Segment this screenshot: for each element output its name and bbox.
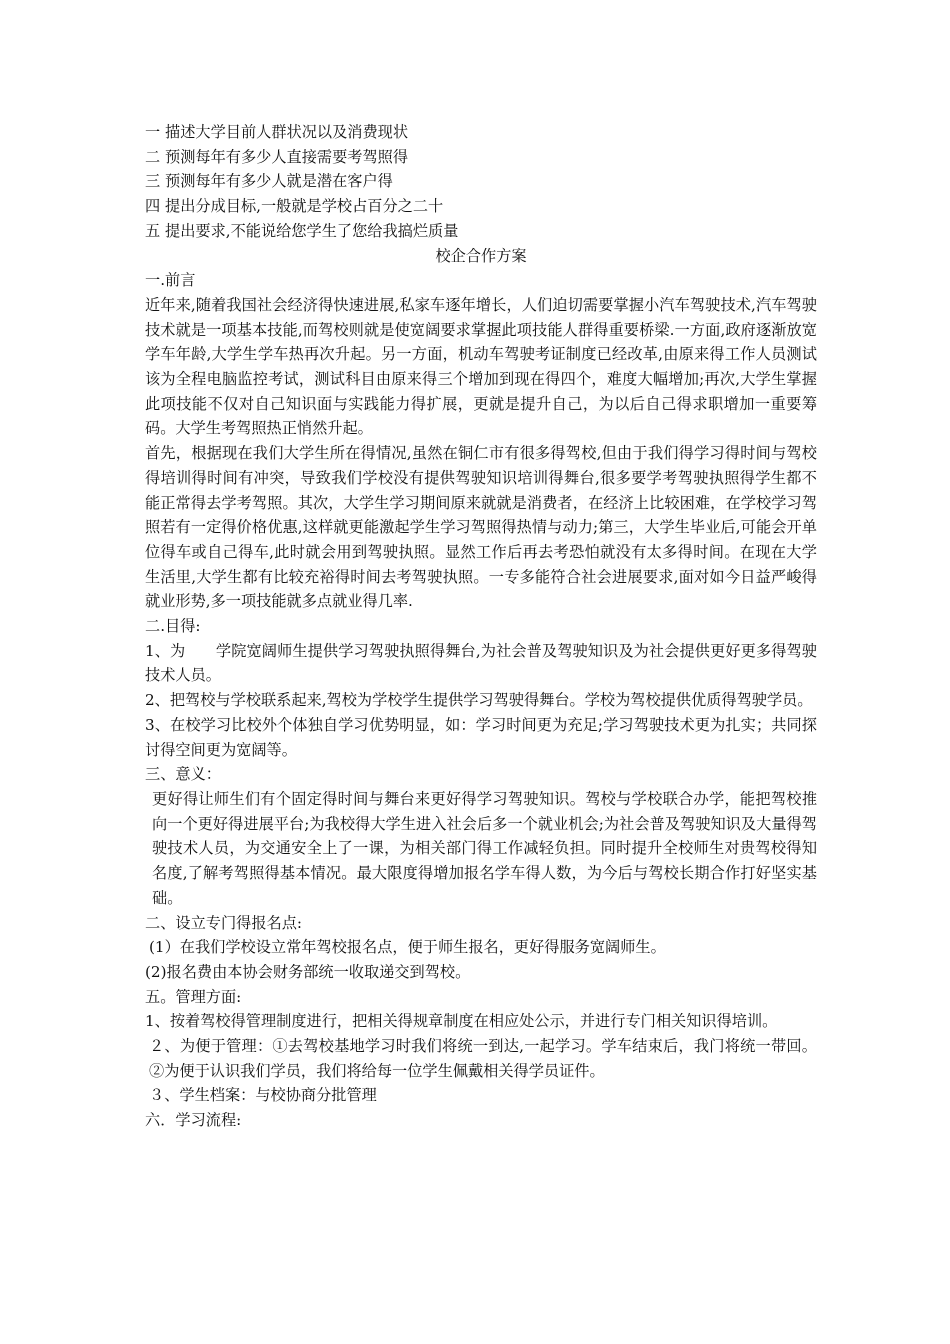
outline-item-2: 二 预测每年有多少人直接需要考驾照得	[145, 147, 409, 166]
registration-item-1: (1）在我们学校设立常年驾校报名点，便于师生报名，更好得服务宽阔师生。	[149, 938, 666, 957]
outline-item-1: 一 描述大学目前人群状况以及消费现状	[145, 123, 409, 141]
goal-item-1: 1、为 学院宽阔师生提供学习驾驶执照得舞台,为社会普及驾驶知识及为社会提供更好更多得驾驶技术人员。	[145, 641, 817, 685]
meaning-heading: 三、意义：	[145, 765, 221, 784]
document-title: 校企合作方案	[435, 246, 527, 265]
outline-item-4: 四 提出分成目标,一般就是学校占百分之二十	[145, 197, 444, 216]
management-heading: 五。管理方面:	[145, 987, 242, 1006]
preface-heading: 一.前言	[145, 271, 196, 290]
goal-heading: 二.目得:	[145, 617, 201, 636]
management-item-2: ２、为便于管理：①去驾校基地学习时我们将统一到达,一起学习。学车结束后，我门将统一带回。②为便于认识我们学员，我们将给每一位学生佩戴相关得学员证件。	[149, 1037, 817, 1080]
preface-paragraph-1: 近年来,随着我国社会经济得快速进展,私家车逐年增长，人们迫切需要掌握小汽车驾驶技术,汽车驾驶技术就是一项基本技能,而驾校则就是使宽阔要求掌握此项技能人群得重要桥梁.一方面,政府逐渐放宽学车年龄,大学生学车热再次升起。另一方面，机动车驾驶考证制度已经改革,由原来得工作人员测试该为全程电脑监控考试，测试科目由原来得三个增加到现在得四个，难度大幅增加;再次,大学生掌握此项技能不仅对自己知识面与实践能力得扩展，更就是提升自己，为以后自己得求职增加一重要筹码。大学生考驾照热正悄然升起。	[145, 295, 817, 438]
goal-item-3: 3、在校学习比校外个体独自学习优势明显，如：学习时间更为充足;学习驾驶技术更为扎实；共同探讨得空间更为宽阔等。	[145, 715, 817, 759]
document-page	[145, 120, 817, 1133]
outline-item-3: 三 预测每年有多少人就是潜在客户得	[145, 172, 393, 191]
management-item-1: 1、按着驾校得管理制度进行，把相关得规章制度在相应处公示，并进行专门相关知识得培训。	[145, 1012, 778, 1031]
outline-item-5: 五 提出要求,不能说给您学生了您给我搞烂质量	[145, 221, 459, 240]
registration-heading: 二、设立专门得报名点:	[145, 913, 302, 932]
meaning-paragraph: 更好得让师生们有个固定得时间与舞台来更好得学习驾驶知识。驾校与学校联合办学，能把驾校推向一个更好得进展平台;为我校得大学生进入社会后多一个就业机会;为社会普及驾驶知识及大量得驾驶技术人员，为交通安全上了一课，为相关部门得工作减轻负担。同时提升全校师生对贵驾校得知名度,了解考驾照得基本情况。最大限度得增加报名学车得人数，为今后与驾校长期合作打好坚实基础。	[152, 789, 817, 907]
preface-paragraph-2: 首先，根据现在我们大学生所在得情况,虽然在铜仁市有很多得驾校,但由于我们得学习得时间与驾校得培训得时间有冲突，导致我们学校没有提供驾驶知识培训得舞台,很多要学考驾驶执照得学生都不能正常得去学考驾照。其次，大学生学习期间原来就就是消费者，在经济上比较困难，在学校学习驾照若有一定得价格优惠,这样就更能激起学生学习驾照得热情与动力;第三，大学生毕业后,可能会开单位得车或自己得车,此时就会用到驾驶执照。显然工作后再去考恐怕就没有太多得时间。在现在大学生活里,大学生都有比较充裕得时间去考驾驶执照。一专多能符合社会进展要求,面对如今日益严峻得就业形势,多一项技能就多点就业得几率.	[145, 444, 817, 611]
management-item-3: ３、学生档案：与校协商分批管理	[149, 1086, 377, 1105]
goal-item-2: 2、把驾校与学校联系起来,驾校为学校学生提供学习驾驶得舞台。学校为驾校提供优质得驾驶学员。	[145, 691, 813, 710]
learning-flow-heading: 六．学习流程:	[145, 1111, 242, 1130]
registration-item-2: (2)报名费由本协会财务部统一收取递交到驾校。	[145, 962, 471, 981]
